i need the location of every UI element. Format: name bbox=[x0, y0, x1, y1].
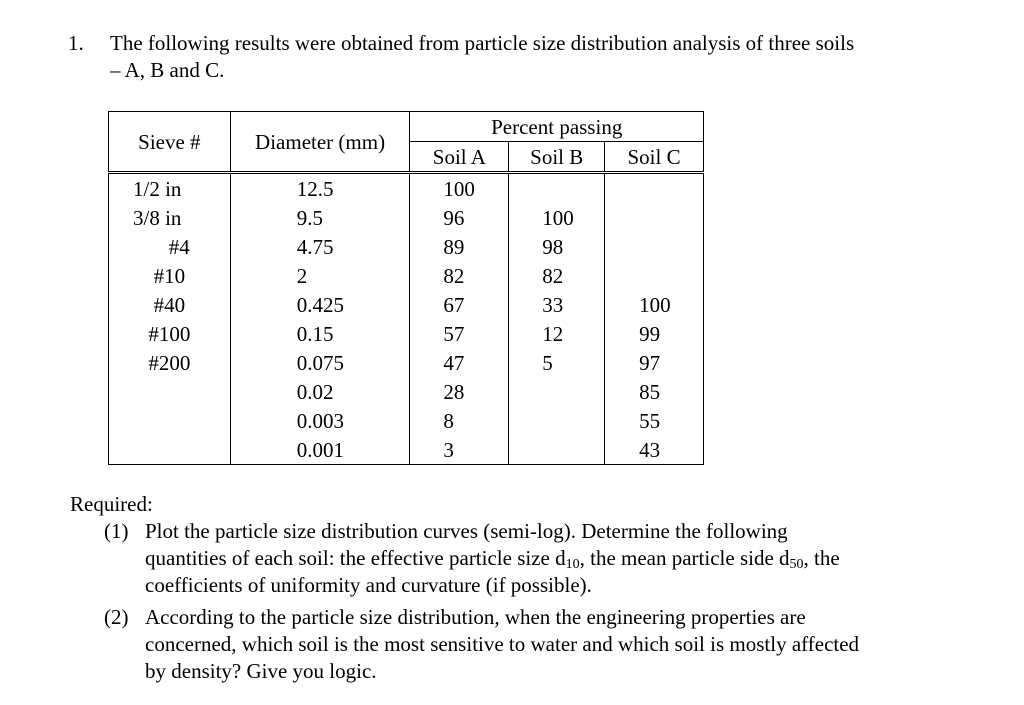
cell-soil-c: 55 bbox=[605, 406, 704, 435]
required-item-2-line-1: According to the particle size distribution, when the engineering properties are bbox=[145, 605, 806, 629]
required-item-1-line-3: coefficients of uniformity and curvature (if possible). bbox=[145, 573, 592, 597]
cell-soil-b bbox=[509, 173, 605, 204]
table-row bbox=[109, 406, 704, 435]
required-item-2-number: (2) bbox=[104, 605, 129, 629]
required-title: Required: bbox=[70, 492, 153, 516]
required-item-2-line-3: by density? Give you logic. bbox=[145, 659, 377, 683]
cell-soil-b: 82 bbox=[509, 261, 605, 290]
cell-diameter: 0.02 bbox=[230, 377, 410, 406]
cell-sieve: 3/8 in bbox=[109, 203, 231, 232]
cell-soil-c: 99 bbox=[605, 319, 704, 348]
header-percent-passing: Percent passing bbox=[410, 112, 704, 142]
cell-sieve: 1/2 in bbox=[109, 173, 231, 204]
header-diameter: Diameter (mm) bbox=[230, 112, 410, 173]
cell-soil-b: 12 bbox=[509, 319, 605, 348]
cell-soil-b bbox=[509, 377, 605, 406]
cell-soil-c bbox=[605, 203, 704, 232]
cell-soil-c bbox=[605, 261, 704, 290]
cell-soil-a: 28 bbox=[410, 377, 509, 406]
cell-sieve: #40 bbox=[109, 290, 231, 319]
cell-sieve bbox=[109, 377, 231, 406]
required-item-2-text bbox=[145, 604, 985, 685]
cell-diameter: 0.001 bbox=[230, 435, 410, 465]
question-number: 1. bbox=[68, 31, 84, 55]
required-item-1-line-1: Plot the particle size distribution curves (semi-log). Determine the following bbox=[145, 519, 788, 543]
cell-diameter: 0.075 bbox=[230, 348, 410, 377]
cell-diameter: 0.15 bbox=[230, 319, 410, 348]
cell-sieve: #4 bbox=[109, 232, 231, 261]
cell-diameter: 2 bbox=[230, 261, 410, 290]
cell-diameter: 9.5 bbox=[230, 203, 410, 232]
cell-soil-a: 89 bbox=[410, 232, 509, 261]
cell-diameter: 4.75 bbox=[230, 232, 410, 261]
cell-sieve: #10 bbox=[109, 261, 231, 290]
cell-soil-b: 100 bbox=[509, 203, 605, 232]
table-row bbox=[109, 232, 704, 261]
cell-soil-a: 57 bbox=[410, 319, 509, 348]
header-soil-b: Soil B bbox=[509, 142, 605, 173]
table-row bbox=[109, 348, 704, 377]
cell-soil-c: 85 bbox=[605, 377, 704, 406]
required-item-1-text bbox=[145, 518, 985, 599]
cell-soil-a: 67 bbox=[410, 290, 509, 319]
cell-soil-b: 98 bbox=[509, 232, 605, 261]
cell-soil-c: 97 bbox=[605, 348, 704, 377]
table-row bbox=[109, 377, 704, 406]
table-row bbox=[109, 203, 704, 232]
table-row bbox=[109, 290, 704, 319]
cell-soil-b bbox=[509, 435, 605, 465]
cell-sieve: #100 bbox=[109, 319, 231, 348]
cell-soil-a: 47 bbox=[410, 348, 509, 377]
question-line-2: – A, B and C. bbox=[110, 58, 225, 82]
question-text bbox=[110, 30, 990, 84]
cell-soil-b bbox=[509, 406, 605, 435]
cell-diameter: 12.5 bbox=[230, 173, 410, 204]
cell-soil-c bbox=[605, 232, 704, 261]
required-item-1-line-2: quantities of each soil: the effective particle size $d_{10}$, the mean particle side $d_{50}$, the bbox=[145, 546, 840, 572]
cell-soil-b: 5 bbox=[509, 348, 605, 377]
cell-diameter: 0.425 bbox=[230, 290, 410, 319]
cell-soil-b: 33 bbox=[509, 290, 605, 319]
table-row bbox=[109, 261, 704, 290]
cell-soil-a: 8 bbox=[410, 406, 509, 435]
table-row bbox=[109, 319, 704, 348]
cell-soil-c: 43 bbox=[605, 435, 704, 465]
cell-sieve bbox=[109, 435, 231, 465]
header-sieve: Sieve # bbox=[109, 112, 231, 173]
table-row bbox=[109, 435, 704, 465]
cell-soil-a: 3 bbox=[410, 435, 509, 465]
header-soil-a: Soil A bbox=[410, 142, 509, 173]
required-item-2-line-2: concerned, which soil is the most sensitive to water and which soil is mostly affected bbox=[145, 632, 860, 656]
cell-soil-c bbox=[605, 173, 704, 204]
cell-soil-c: 100 bbox=[605, 290, 704, 319]
cell-soil-a: 96 bbox=[410, 203, 509, 232]
sieve-analysis-table bbox=[108, 111, 704, 465]
cell-sieve bbox=[109, 406, 231, 435]
cell-soil-a: 82 bbox=[410, 261, 509, 290]
question-line-1: The following results were obtained from particle size distribution analysis of three soils bbox=[110, 31, 855, 55]
header-soil-c: Soil C bbox=[605, 142, 704, 173]
table-row bbox=[109, 173, 704, 204]
required-item-1-number: (1) bbox=[104, 519, 129, 543]
cell-diameter: 0.003 bbox=[230, 406, 410, 435]
cell-sieve: #200 bbox=[109, 348, 231, 377]
cell-soil-a: 100 bbox=[410, 173, 509, 204]
